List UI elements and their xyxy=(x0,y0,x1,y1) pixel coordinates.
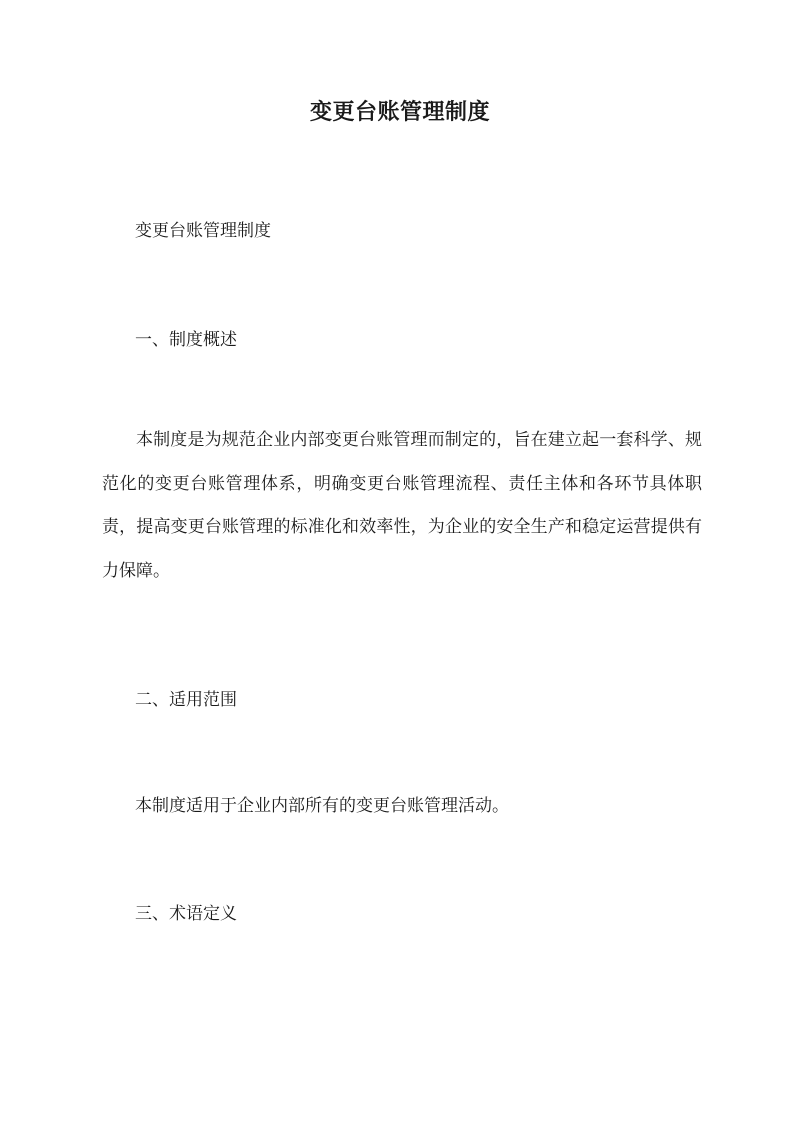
section-heading-definitions: 三、术语定义 xyxy=(135,904,237,924)
document-subtitle: 变更台账管理制度 xyxy=(135,221,271,241)
section-heading-scope: 二、适用范围 xyxy=(135,690,237,710)
section-body-scope: 本制度适用于企业内部所有的变更台账管理活动。 xyxy=(135,796,509,816)
document-title: 变更台账管理制度 xyxy=(309,99,490,125)
section-heading-overview: 一、制度概述 xyxy=(135,330,237,350)
section-body-overview: 本制度是为规范企业内部变更台账管理而制定的，旨在建立起一套科学、规范化的变更台账管理体系，明确变更台账管理流程、责任主体和各环节具体职责，提高变更台账管理的标准化和效率性，为企业的安全生产和稳定运营提供有力保障。 xyxy=(102,430,702,581)
